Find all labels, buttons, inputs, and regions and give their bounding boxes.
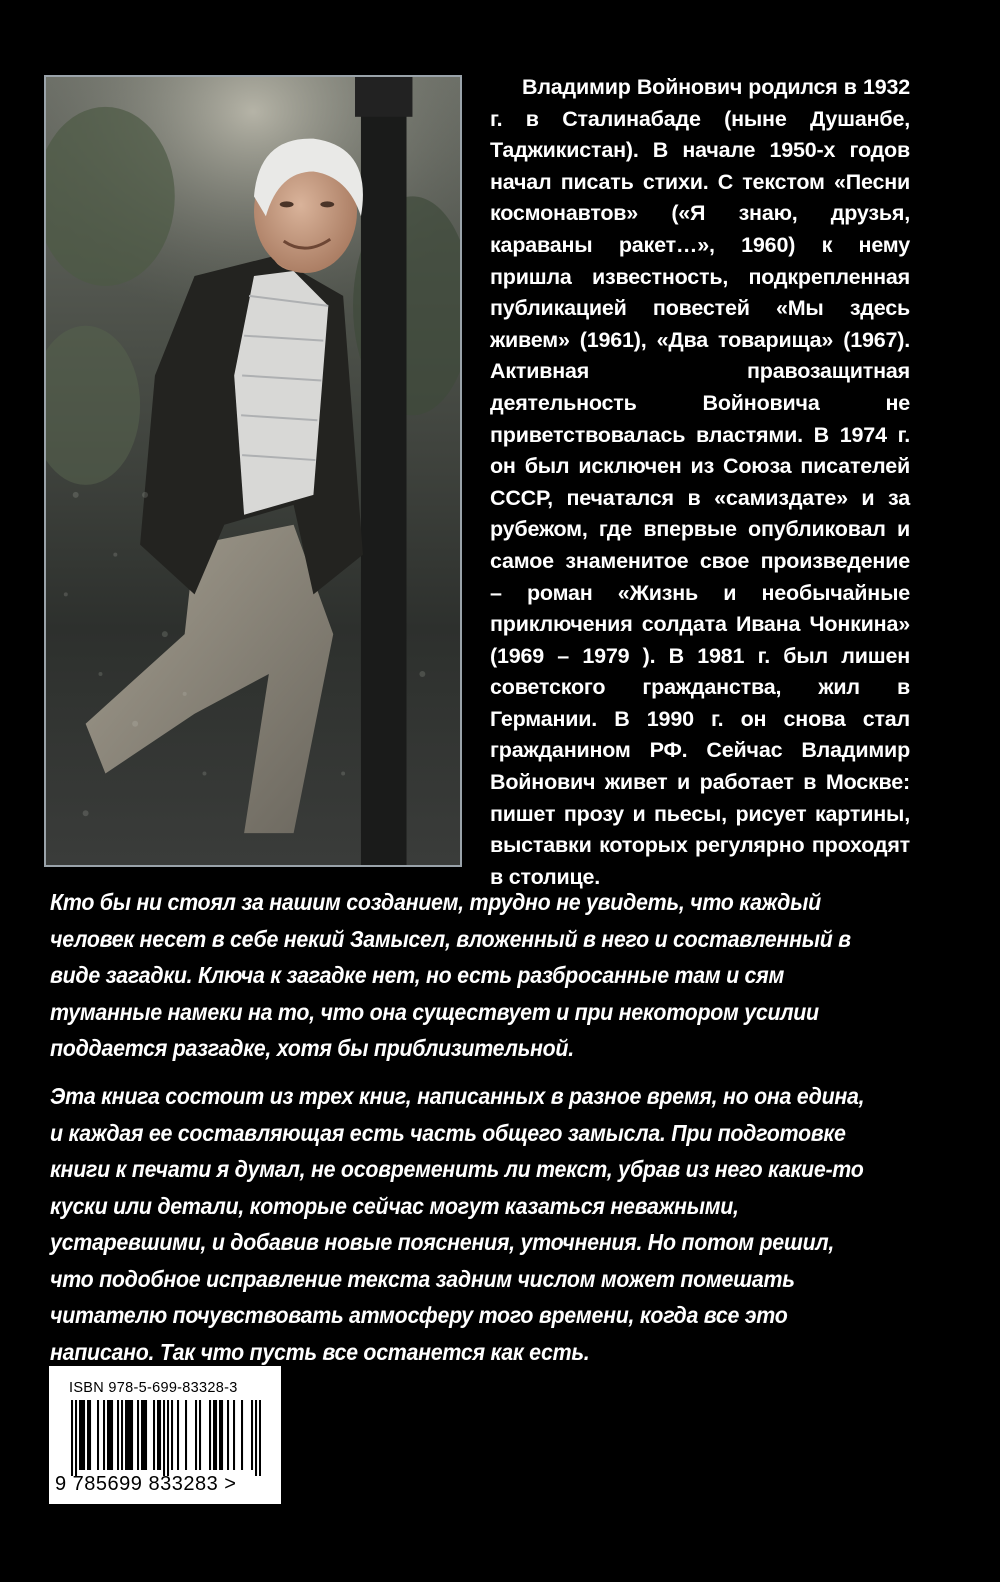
barcode-bar (233, 1400, 235, 1470)
barcode-bar (213, 1400, 215, 1470)
barcode-bar (81, 1400, 83, 1470)
barcode-bar (107, 1400, 109, 1470)
barcode-bar (121, 1400, 123, 1470)
barcode-bar (103, 1400, 105, 1470)
barcode-bar (117, 1400, 119, 1470)
barcode-bar (137, 1400, 139, 1470)
barcode-bar (185, 1400, 187, 1470)
barcode-bar (167, 1400, 169, 1476)
barcode-bar (195, 1400, 197, 1470)
barcode-bar (79, 1400, 81, 1470)
barcode-bar (177, 1400, 179, 1470)
author-biography (490, 72, 910, 893)
epigraph-paragraph (50, 884, 868, 1067)
barcode-bar (157, 1400, 159, 1470)
barcode-bar (109, 1400, 111, 1470)
barcode-bar (129, 1400, 131, 1470)
isbn-label: ISBN 978-5-699-83328-3 (69, 1380, 238, 1396)
barcode-bar (159, 1400, 161, 1470)
barcode-bar (89, 1400, 91, 1470)
barcode-bar (131, 1400, 133, 1470)
barcode-bar (255, 1400, 257, 1476)
barcode-bar (171, 1400, 173, 1470)
barcode-bar (75, 1400, 77, 1476)
epigraph-text: Кто бы ни стоял за нашим созданием, трудно не увидеть, что каждый человек несет в себе некий Замысел, вложенный в него и составленный в виде загадки. Ключа к загадке нет, но есть разбросанные там и сям туманные намеки на то, что она существует и при некотором усилии поддается разгадке, хотя бы приблизительной. (50, 889, 851, 1061)
barcode-bar (143, 1400, 145, 1470)
author-photo (44, 75, 462, 867)
author-photo-image (46, 77, 460, 865)
barcode-bar (209, 1400, 211, 1470)
barcode-bar (259, 1400, 261, 1476)
biography-paragraph: Владимир Войнович родился в 1932 г. в Сталинабаде (ныне Душанбе, Таджикистан). В начале 1950-х годов начал писать стихи. С текстом «Песни космонавтов» («Я знаю, друзья, караваны ракет…», 1960) к нему пришла известность, подкрепленная публикацией повестей «Мы здесь живем» (1961), «Два товарища» (1967). Активная правозащитная деятельность Войновича не приветствовалась властями. В 1974 г. он был исключен из Союза писателей СССР, печатался в «самиздате» и за рубежом, где впервые опубликовал и самое знаменитое свое произведение – роман «Жизнь и необычайные приключения солдата Ивана Чонкина» (1969 – 1979 ). В 1981 г. был лишен советского гражданства, жил в Германии. В 1990 г. он снова стал гражданином РФ. Сейчас Владимир Войнович живет и работает в Москве: пишет прозу и пьесы, рисует картины, выставки которых регулярно проходят в столице. (490, 75, 910, 889)
barcode-bar (71, 1400, 73, 1476)
barcode-bar (219, 1400, 221, 1470)
book-description-paragraph (50, 1078, 868, 1370)
barcode-bar (215, 1400, 217, 1470)
barcode-bar (97, 1400, 99, 1470)
barcode-bar (125, 1400, 127, 1470)
book-description-text: Эта книга состоит из трех книг, написанных в разное время, но она едина, и каждая ее составляющая есть часть общего замысла. При подготовке книги к печати я думал, не осовременить ли текст, убрав из него какие-то куски или детали, которые сейчас могут казаться неважными, устаревшими, и добавив новые пояснения, уточнения. Но потом решил, что подобное исправление текста задним числом может помешать читателю почувствовать атмосферу того времени, когда все это написано. Так что пусть все останется как есть. (50, 1083, 865, 1365)
barcode-bar (83, 1400, 85, 1470)
barcode-digits: 9 785699 833283 > (55, 1473, 237, 1495)
barcode-bar (141, 1400, 143, 1470)
barcode-bar (111, 1400, 113, 1470)
barcode-bar (251, 1400, 253, 1470)
isbn-barcode-block (49, 1366, 281, 1504)
barcode-bar (163, 1400, 165, 1476)
barcode-bar (87, 1400, 89, 1470)
barcode-bar (221, 1400, 223, 1470)
barcode-bar (241, 1400, 243, 1470)
barcode-bar (145, 1400, 147, 1470)
barcode-bar (127, 1400, 129, 1470)
barcode-bar (199, 1400, 201, 1470)
barcode-bars (71, 1400, 261, 1476)
barcode-bar (153, 1400, 155, 1470)
barcode-bar (227, 1400, 229, 1470)
